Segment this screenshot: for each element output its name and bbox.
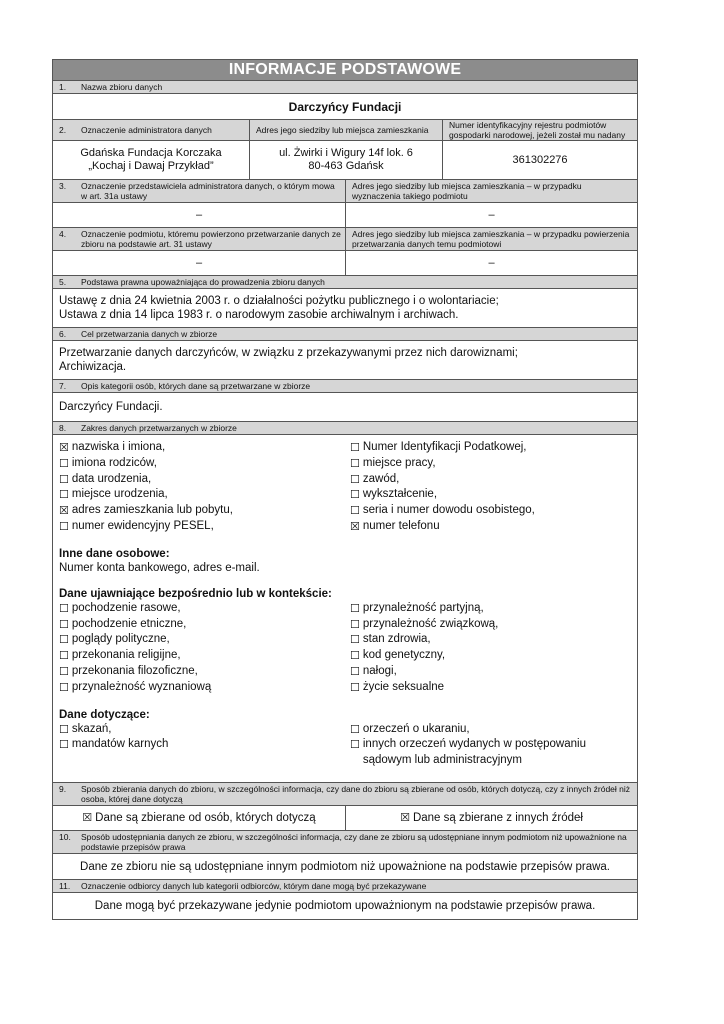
checked-box-icon: ☒ [350, 519, 360, 533]
checkbox-item [350, 680, 631, 696]
checkbox-label: zawód, [362, 472, 400, 485]
checked-box-icon: ☒ [59, 441, 69, 454]
unchecked-box-icon: ☐ [59, 722, 69, 736]
checkbox-item [59, 472, 350, 488]
unchecked-box-icon: ☐ [350, 472, 360, 486]
processor-value: – [53, 251, 346, 276]
checkbox-label: stan zdrowia, [362, 633, 431, 646]
checkbox-item [59, 456, 350, 472]
checkbox-icon: ☒ [400, 811, 410, 824]
form-title: INFORMACJE PODSTAWOWE [53, 60, 638, 81]
dataset-name: Darczyńcy Fundacji [53, 94, 638, 120]
address-line1: ul. Żwirki i Wigury 14f lok. 6 [279, 147, 413, 159]
section-6-header [53, 328, 638, 341]
checkbox-item [59, 503, 350, 519]
checkbox-label: przynależność wyznaniową [71, 680, 212, 693]
data-scope [53, 435, 638, 783]
checkbox-item [350, 503, 631, 519]
checkbox-label: miejsce urodzenia, [71, 488, 168, 501]
checkbox-item [59, 648, 350, 664]
checkbox-item [350, 487, 631, 503]
other-data-value: Numer konta bankowego, adres e-mail. [59, 561, 260, 574]
section-7-header [53, 380, 638, 393]
checkbox-label: imiona rodziców, [71, 456, 157, 469]
checkbox-label: skazań, [71, 722, 112, 735]
section-label: Oznaczenie przedstawiciela administratora danych, o którym mowa w art. 31a ustawy [81, 181, 335, 201]
unchecked-box-icon: ☐ [350, 738, 360, 752]
unchecked-box-icon: ☐ [59, 601, 69, 615]
section-3-header [53, 180, 346, 203]
checkbox-label: orzeczeń o ukaraniu, [362, 722, 470, 735]
basic-data-list-left [59, 440, 350, 535]
checkbox-label: kod genetyczny, [362, 649, 446, 662]
unchecked-box-icon: ☐ [59, 738, 69, 752]
unchecked-box-icon: ☐ [350, 441, 360, 454]
checkbox-item [59, 680, 350, 696]
checkbox-label: innych orzeczeń wydanych w postępowaniu sądowym lub administracyjnym [362, 738, 586, 767]
section-number: 11. [59, 881, 71, 891]
checkbox-label: mandatów karnych [71, 738, 169, 751]
collection-from-subjects [53, 806, 346, 831]
section-label: Opis kategorii osób, których dane są przetwarzane w zbiorze [81, 381, 311, 391]
collection-from-other-sources [346, 806, 638, 831]
checkbox-label: seria i numer dowodu osobistego, [362, 504, 535, 517]
sensitive-data-list-left [59, 601, 350, 696]
unchecked-box-icon: ☐ [59, 472, 69, 486]
section-9-header [53, 783, 638, 806]
processor-address-header: Adres jego siedziby lub miejsca zamieszkania – w przypadku powierzenia przetwarzania danych temu podmiotowi [346, 228, 638, 251]
unchecked-box-icon: ☐ [59, 519, 69, 533]
representative-address-value: – [346, 203, 638, 228]
checkbox-item [59, 601, 350, 617]
administrator-name [53, 141, 250, 180]
checkbox-label: adres zamieszkania lub pobytu, [71, 504, 233, 517]
section-5-header [53, 276, 638, 289]
collection-from-subjects-label: Dane są zbierane od osób, których dotyczą [95, 812, 316, 824]
admin-address-header: Adres jego siedziby lub miejsca zamieszkania [250, 120, 443, 141]
checkbox-item [350, 440, 631, 456]
section-label: Oznaczenie podmiotu, któremu powierzono przetwarzanie danych ze zbioru na podstawie art. 31 ustawy [81, 229, 341, 249]
checkbox-item [350, 519, 631, 535]
unchecked-box-icon: ☐ [350, 664, 360, 678]
unchecked-box-icon: ☐ [59, 617, 69, 631]
checkbox-icon: ☒ [82, 811, 93, 824]
checkbox-label: miejsce pracy, [362, 456, 436, 469]
unchecked-box-icon: ☐ [350, 722, 360, 736]
checkbox-item [59, 737, 350, 753]
legal-basis-line1: Ustawę z dnia 24 kwietnia 2003 r. o działalności pożytku publicznego i o wolontariacie; [59, 295, 499, 307]
unchecked-box-icon: ☐ [350, 633, 360, 647]
concerning-list-right [350, 722, 631, 769]
representative-address-header: Adres jego siedziby lub miejsca zamieszkania – w przypadku wyznaczenia takiego podmiotu [346, 180, 638, 203]
checkbox-label: przekonania religijne, [71, 649, 181, 662]
section-number: 6. [59, 329, 67, 339]
regon-number: 361302276 [443, 141, 638, 180]
checkbox-item [350, 472, 631, 488]
information-form [52, 59, 637, 920]
unchecked-box-icon: ☐ [59, 488, 69, 502]
unchecked-box-icon: ☐ [350, 456, 360, 470]
checkbox-item [350, 722, 631, 738]
unchecked-box-icon: ☐ [59, 633, 69, 647]
unchecked-box-icon: ☐ [350, 488, 360, 502]
sensitive-data-heading: Dane ujawniające bezpośrednio lub w kontekście: [59, 587, 332, 600]
section-number: 3. [59, 181, 67, 191]
section-2-header [53, 120, 250, 141]
section-10-header [53, 831, 638, 854]
checkbox-label: pochodzenie rasowe, [71, 601, 181, 614]
checkbox-label: numer telefonu [362, 519, 440, 532]
purpose-line2: Archiwizacja. [59, 361, 127, 373]
checkbox-item [350, 617, 631, 633]
section-label: Oznaczenie administratora danych [81, 125, 212, 135]
section-label: Podstawa prawna upoważniająca do prowadzenia zbioru danych [81, 277, 325, 287]
basic-data-columns [59, 440, 631, 535]
checkbox-label: data urodzenia, [71, 472, 152, 485]
checkbox-item [59, 722, 350, 738]
checkbox-label: przynależność związkową, [362, 617, 499, 630]
checkbox-item [59, 632, 350, 648]
concerning-heading: Dane dotyczące: [59, 708, 150, 721]
section-label: Sposób zbierania danych do zbioru, w szczególności informacja, czy dane do zbioru są zbierane od osób, których dotyczą, czy z innych źródeł niż osoba, której dane dotyczą [81, 784, 631, 804]
representative-value: – [53, 203, 346, 228]
checkbox-label: numer ewidencyjny PESEL, [71, 519, 214, 532]
unchecked-box-icon: ☐ [350, 504, 360, 518]
checkbox-item [350, 648, 631, 664]
section-label: Oznaczenie odbiorcy danych lub kategorii odbiorców, którym dane mogą być przekazywane [81, 881, 427, 891]
unchecked-box-icon: ☐ [350, 601, 360, 615]
section-1-header [53, 81, 638, 94]
person-categories: Darczyńcy Fundacji. [53, 393, 638, 422]
checkbox-item [350, 456, 631, 472]
address-line2: 80-463 Gdańsk [308, 160, 384, 172]
form-table [52, 59, 638, 920]
section-11-header [53, 880, 638, 893]
concerning-list-left [59, 722, 350, 769]
section-label: Cel przetwarzania danych w zbiorze [81, 329, 218, 339]
checkbox-label: pochodzenie etniczne, [71, 617, 187, 630]
sensitive-data-columns [59, 601, 631, 696]
checkbox-label: przynależność partyjną, [362, 601, 484, 614]
section-number: 10. [59, 832, 71, 842]
section-label: Nazwa zbioru danych [81, 82, 163, 92]
checkbox-label: życie seksualne [362, 680, 445, 693]
administrator-address [250, 141, 443, 180]
processor-address-value: – [346, 251, 638, 276]
checkbox-item [350, 601, 631, 617]
section-label: Sposób udostępniania danych ze zbioru, w szczególności informacja, czy dane ze zbioru są udostępniane innym podmiotom niż upoważnione na podstawie przepisów prawa [81, 832, 627, 852]
section-number: 8. [59, 423, 67, 433]
section-number: 7. [59, 381, 67, 391]
processing-purpose [53, 341, 638, 380]
unchecked-box-icon: ☐ [350, 649, 360, 663]
other-data-heading: Inne dane osobowe: [59, 547, 170, 560]
unchecked-box-icon: ☐ [350, 680, 360, 694]
concerning-columns [59, 722, 631, 769]
section-label: Zakres danych przetwarzanych w zbiorze [81, 423, 237, 433]
unchecked-box-icon: ☐ [59, 649, 69, 663]
section-number: 2. [59, 125, 67, 135]
checkbox-label: nałogi, [362, 664, 397, 677]
checkbox-label: Numer Identyfikacji Podatkowej, [362, 441, 527, 453]
section-number: 9. [59, 784, 67, 794]
checkbox-item [59, 487, 350, 503]
legal-basis-line2: Ustawa z dnia 14 lipca 1983 r. o narodowym zasobie archiwalnym i archiwach. [59, 309, 459, 321]
section-number: 5. [59, 277, 67, 287]
unchecked-box-icon: ☐ [59, 664, 69, 678]
checkbox-item [350, 632, 631, 648]
section-number: 1. [59, 82, 67, 92]
purpose-line1: Przetwarzanie danych darczyńców, w związku z przekazywanymi przez nich darowiznami; [59, 347, 518, 359]
checkbox-item [350, 664, 631, 680]
section-8-header [53, 422, 638, 435]
checkbox-item [59, 519, 350, 535]
administrator-name-line2: „Kochaj i Dawaj Przykład” [88, 160, 214, 172]
unchecked-box-icon: ☐ [59, 456, 69, 470]
administrator-name-line1: Gdańska Fundacja Korczaka [80, 147, 222, 159]
data-recipients: Dane mogą być przekazywane jedynie podmiotom upoważnionym na podstawie przepisów prawa. [53, 893, 638, 920]
data-sharing: Dane ze zbioru nie są udostępniane innym podmiotom niż upoważnione na podstawie przepisów prawa. [53, 854, 638, 880]
unchecked-box-icon: ☐ [350, 617, 360, 631]
checkbox-label: wykształcenie, [362, 488, 438, 501]
basic-data-list-right [350, 440, 631, 535]
section-4-header [53, 228, 346, 251]
checkbox-item [59, 617, 350, 633]
checkbox-item [59, 440, 350, 456]
regon-header: Numer identyfikacyjny rejestru podmiotów gospodarki narodowej, jeżeli został mu nadany [443, 120, 638, 141]
checkbox-label: nazwiska i imiona, [71, 441, 166, 453]
collection-from-other-sources-label: Dane są zbierane z innych źródeł [412, 812, 583, 824]
legal-basis [53, 289, 638, 328]
checkbox-item [350, 737, 631, 769]
unchecked-box-icon: ☐ [59, 680, 69, 694]
checkbox-label: poglądy polityczne, [71, 633, 170, 646]
checkbox-label: przekonania filozoficzne, [71, 664, 198, 677]
checkbox-item [59, 664, 350, 680]
section-number: 4. [59, 229, 67, 239]
checked-box-icon: ☒ [59, 504, 69, 518]
sensitive-data-list-right [350, 601, 631, 696]
